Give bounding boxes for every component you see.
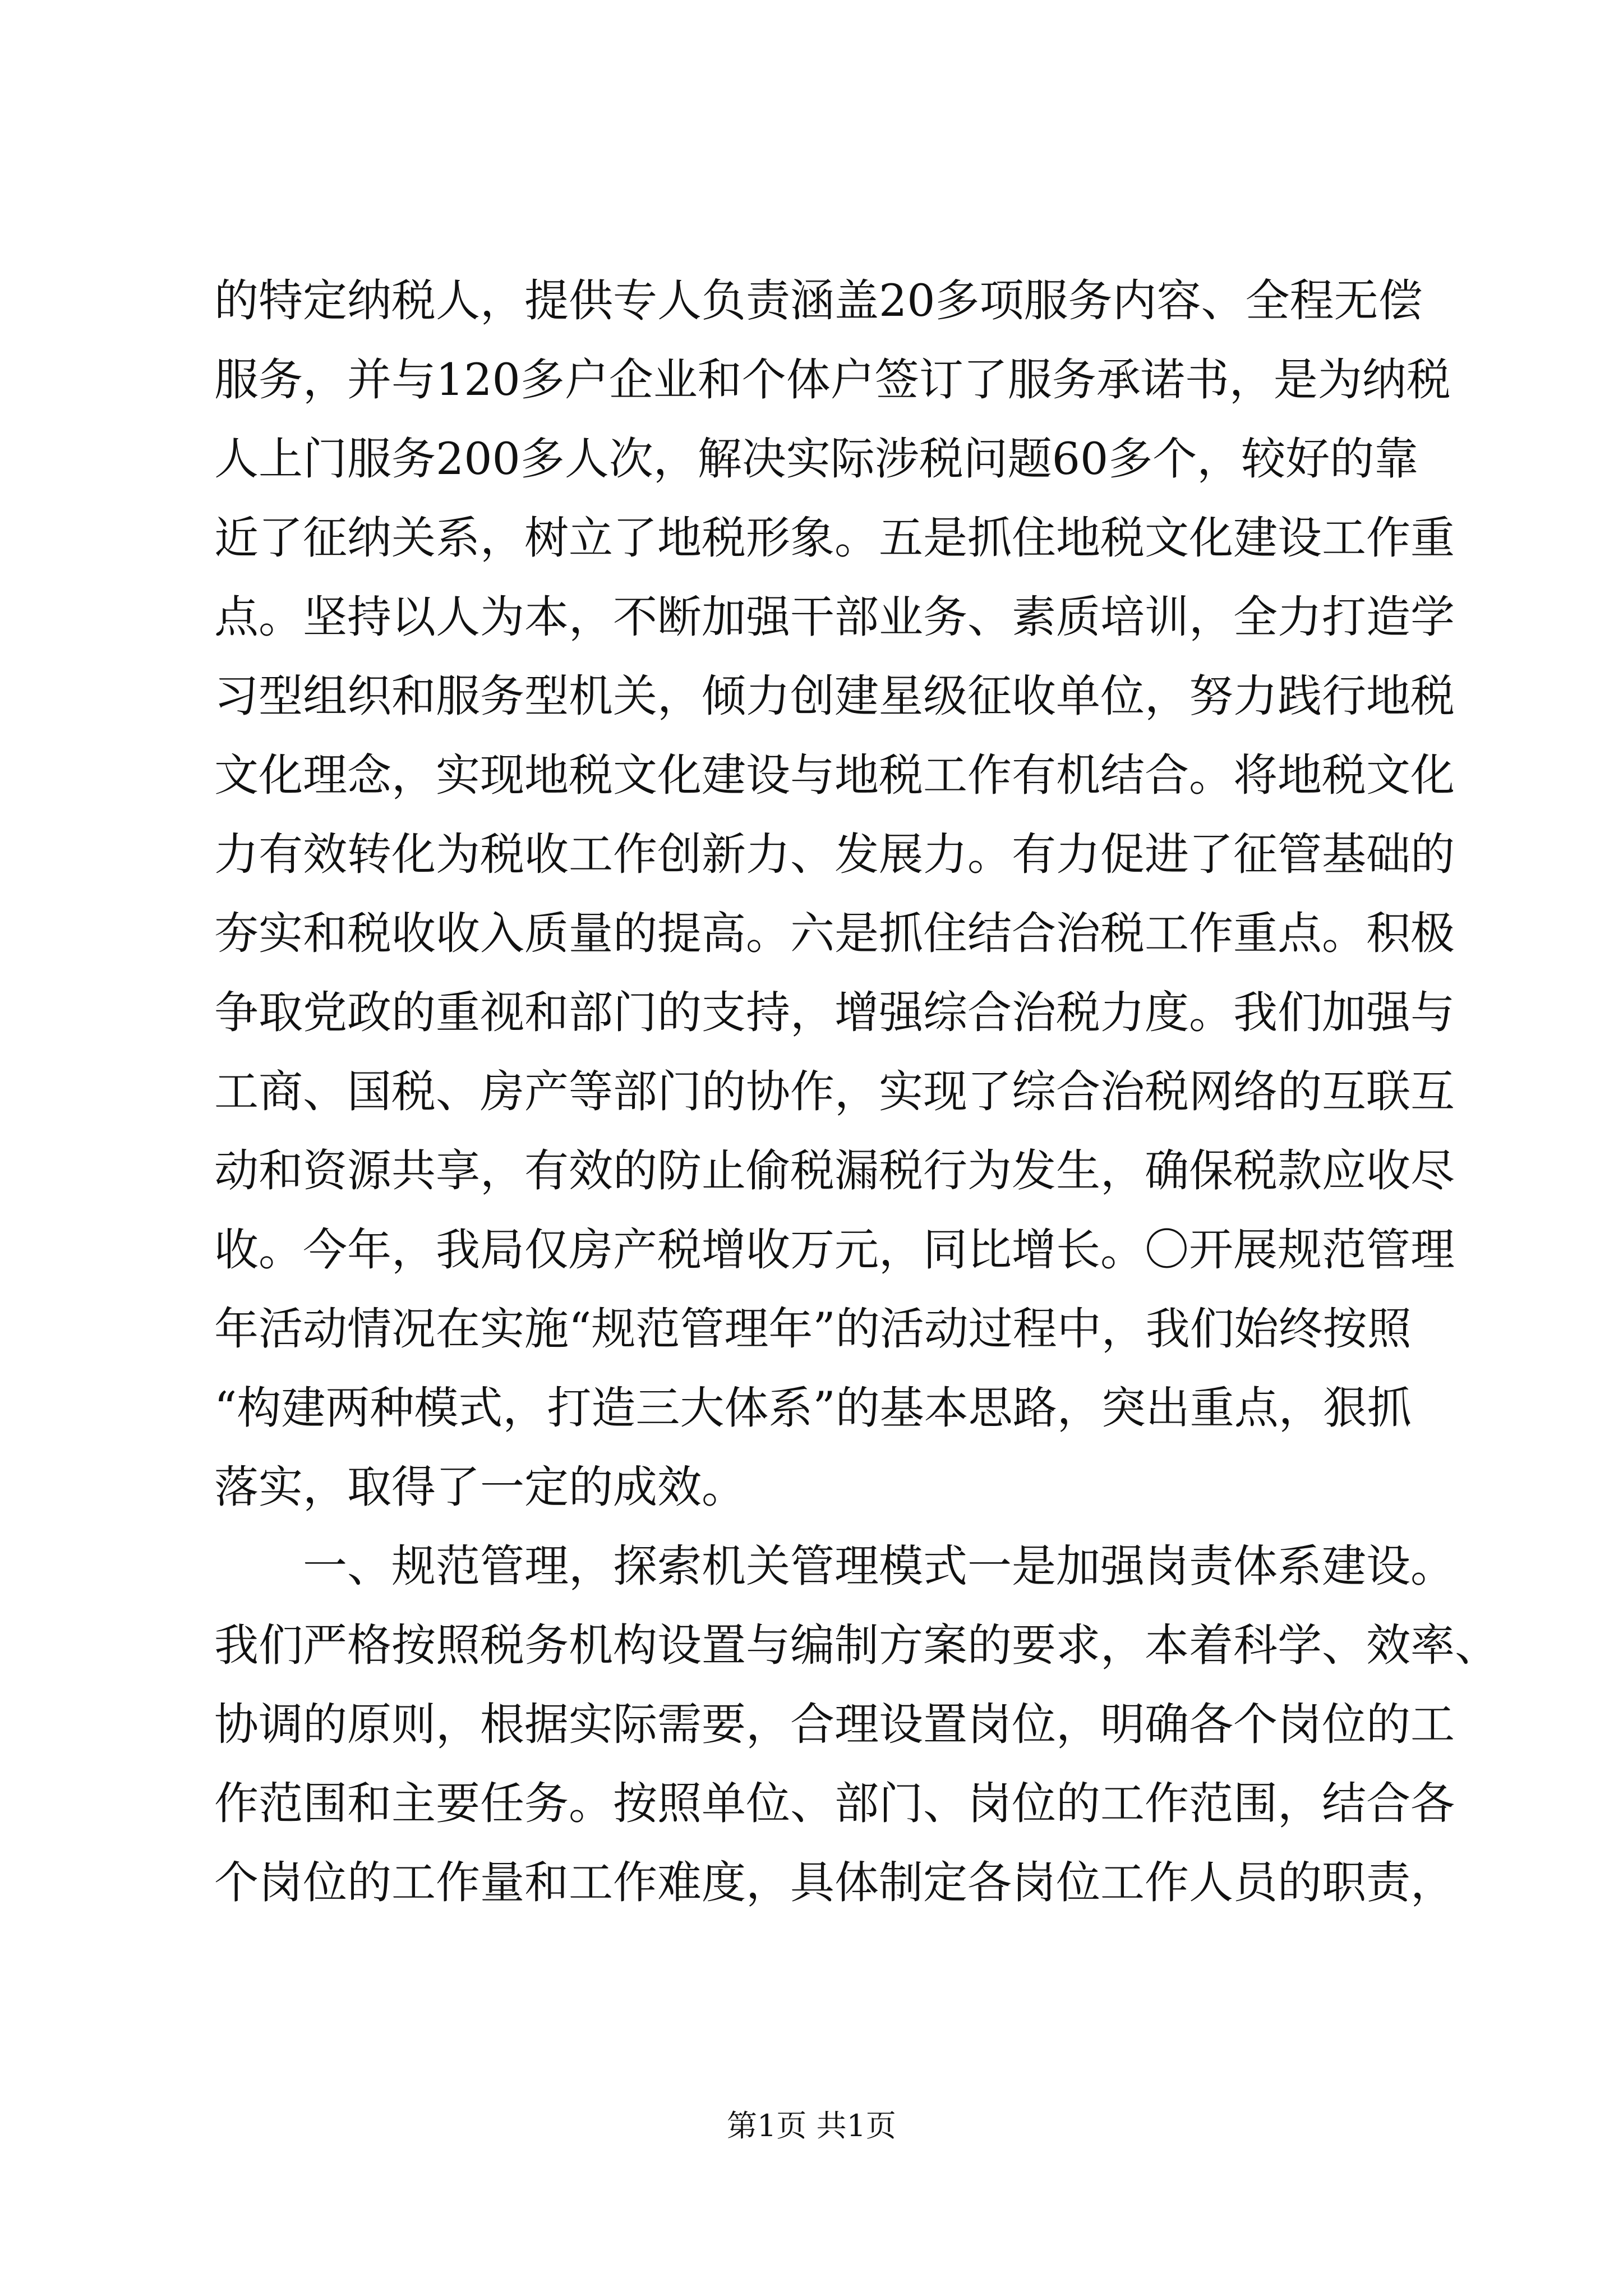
text-line: 作范围和主要任务。按照单位、部门、岗位的工作范围，结合各 — [214, 1778, 1455, 1829]
text-line: 我们严格按照税务机构设置与编制方案的要求，本着科学、效率、 — [214, 1619, 1499, 1671]
text-line: 动和资源共享，有效的防止偷税漏税行为发生，确保税款应收尽 — [214, 1145, 1455, 1197]
text-line: 的特定纳税人，提供专人负责涵盖20多项服务内容、全程无偿 — [214, 275, 1423, 326]
text-line: 习型组织和服务型机关，倾力创建星级征收单位，努力践行地税 — [214, 670, 1455, 722]
paragraph-end-line: 落实，取得了一定的成效。 — [214, 1461, 746, 1513]
text-line: “构建两种模式，打造三大体系”的基本思路，突出重点，狠抓 — [214, 1382, 1412, 1434]
text-line: 力有效转化为税收工作创新力、发展力。有力促进了征管基础的 — [214, 829, 1455, 880]
text-line: 服务，并与120多户企业和个体户签订了服务承诺书，是为纳税 — [214, 354, 1451, 406]
text-line: 协调的原则，根据实际需要，合理设置岗位，明确各个岗位的工 — [214, 1699, 1455, 1750]
text-line: 个岗位的工作量和工作难度，具体制定各岗位工作人员的职责， — [214, 1857, 1455, 1908]
page-number-footer: 第1页 共1页 — [727, 2108, 896, 2143]
text-line: 点。坚持以人为本，不断加强干部业务、素质培训，全力打造学 — [214, 591, 1455, 643]
text-line: 夯实和税收收入质量的提高。六是抓住结合治税工作重点。积极 — [214, 908, 1455, 959]
text-line: 近了征纳关系，树立了地税形象。五是抓住地税文化建设工作重 — [214, 512, 1455, 564]
text-line: 争取党政的重视和部门的支持，增强综合治税力度。我们加强与 — [214, 987, 1455, 1038]
text-line: 年活动情况在实施“规范管理年”的活动过程中，我们始终按照 — [214, 1303, 1412, 1355]
document-body — [214, 261, 1499, 1922]
text-line: 人上门服务200多人次，解决实际涉税问题60多个，较好的靠 — [214, 433, 1419, 485]
text-line: 收。今年，我局仅房产税增收万元，同比增长。〇开展规范管理 — [214, 1224, 1455, 1276]
text-line: 工商、国税、房产等部门的协作，实现了综合治税网络的互联互 — [214, 1066, 1455, 1117]
section-heading-line: 一、规范管理，探索机关管理模式一是加强岗责体系建设。 — [303, 1540, 1455, 1592]
text-line: 文化理念，实现地税文化建设与地税工作有机结合。将地税文化 — [214, 749, 1455, 801]
